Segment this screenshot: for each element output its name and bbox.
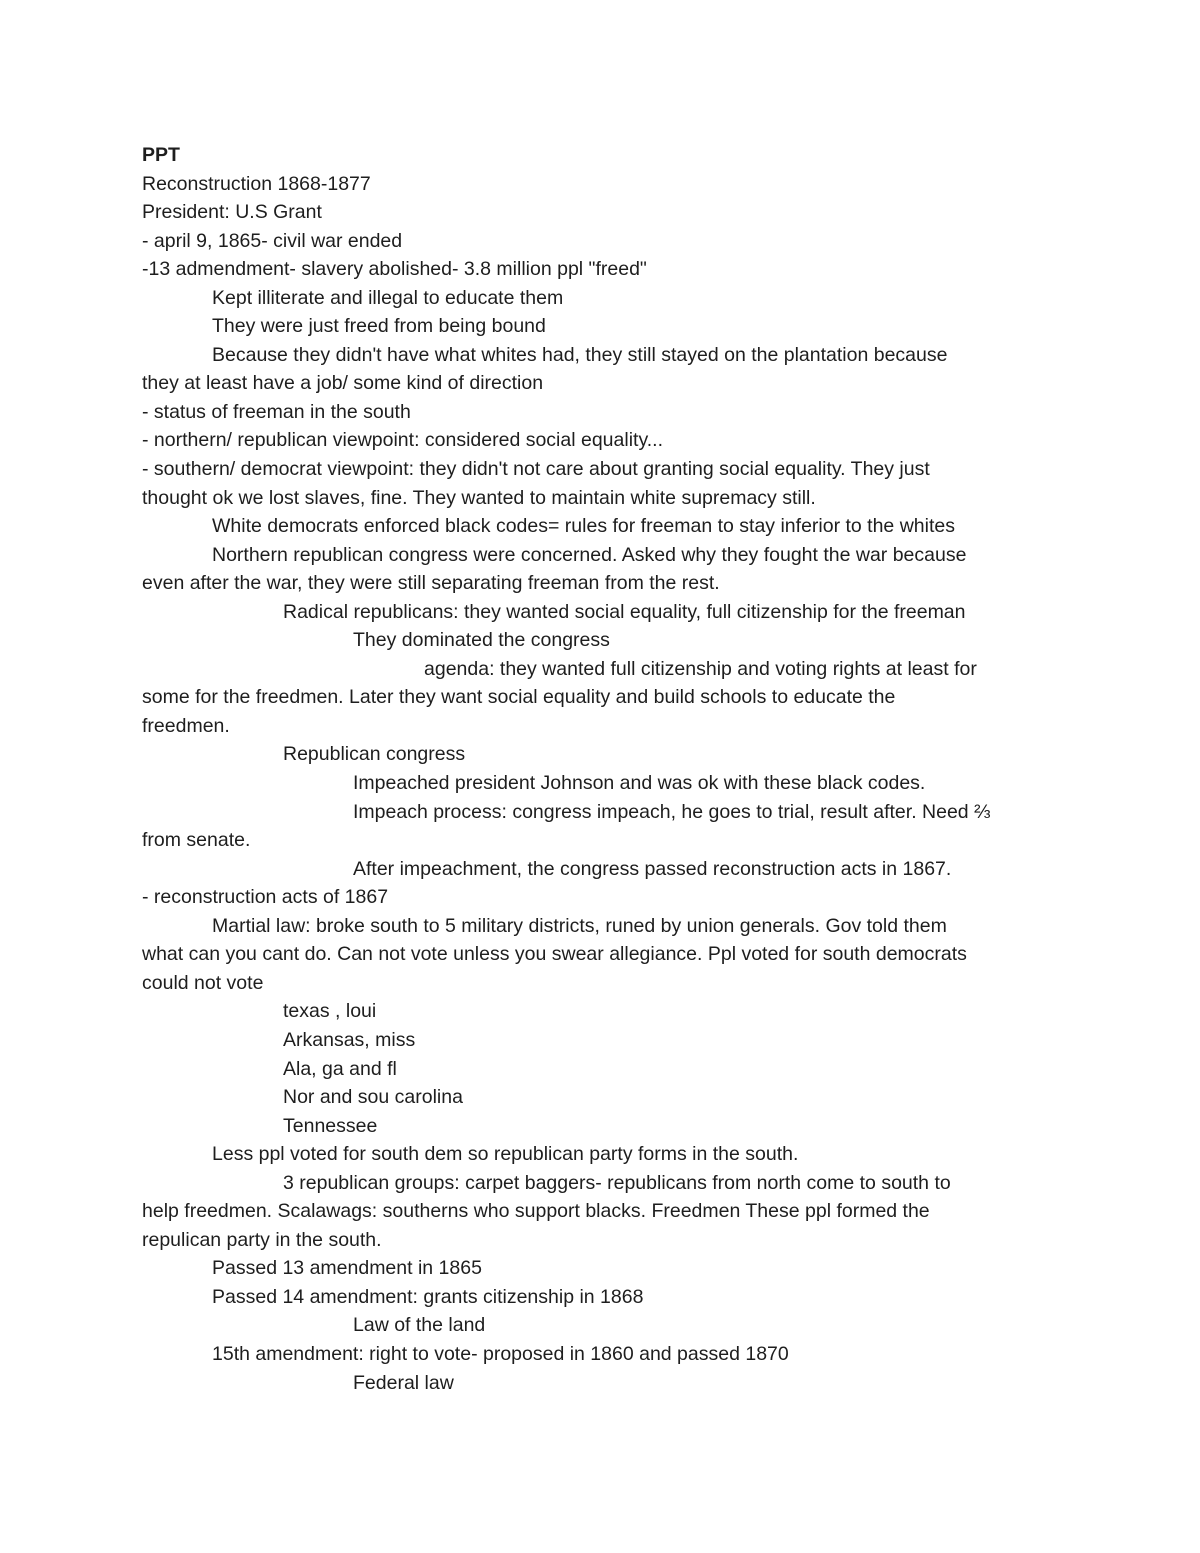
text-line: some for the freedmen. Later they want social equality and build schools to educate the [142, 686, 896, 709]
text-line: they at least have a job/ some kind of direction [142, 372, 544, 395]
text-line: from senate. [142, 829, 251, 852]
text-line: repulican party in the south. [142, 1228, 382, 1251]
text-line: even after the war, they were still separating freeman from the rest. [142, 572, 720, 595]
text-line: They were just freed from being bound [212, 315, 546, 338]
text-line: Arkansas, miss [283, 1028, 416, 1051]
text-line: Martial law: broke south to 5 military districts, runed by union generals. Gov told them [212, 914, 947, 937]
text-line: Passed 14 amendment: grants citizenship in 1868 [212, 1285, 644, 1308]
document-page [142, 141, 1072, 1397]
text-line: Federal law [353, 1371, 454, 1394]
text-line: agenda: they wanted full citizenship and voting rights at least for [424, 657, 977, 680]
text-line: Impeach process: congress impeach, he goes to trial, result after. Need ⅔ [353, 800, 991, 823]
text-line: Because they didn't have what whites had, they still stayed on the plantation because [212, 343, 948, 366]
text-line: - southern/ democrat viewpoint: they didn't not care about granting social equality. They just [142, 458, 930, 481]
text-line: thought ok we lost slaves, fine. They wanted to maintain white supremacy still. [142, 486, 816, 509]
text-line: - april 9, 1865- civil war ended [142, 229, 403, 252]
text-line: texas , loui [283, 1000, 377, 1023]
text-line: Law of the land [353, 1314, 486, 1337]
text-line: Less ppl voted for south dem so republican party forms in the south. [212, 1143, 799, 1166]
text-line: Impeached president Johnson and was ok with these black codes. [353, 772, 926, 795]
text-line: After impeachment, the congress passed reconstruction acts in 1867. [353, 857, 952, 880]
text-line: -13 admendment- slavery abolished- 3.8 million ppl "freed" [142, 258, 647, 281]
text-line: Tennessee [283, 1114, 378, 1137]
text-line: Nor and sou carolina [283, 1086, 463, 1109]
text-line: - status of freeman in the south [142, 400, 411, 423]
text-line: Northern republican congress were concerned. Asked why they fought the war because [212, 543, 967, 566]
text-line: White democrats enforced black codes= rules for freeman to stay inferior to the whites [212, 515, 955, 538]
text-line: They dominated the congress [353, 629, 610, 652]
text-line: 3 republican groups: carpet baggers- republicans from north come to south to [283, 1171, 951, 1194]
text-line: - northern/ republican viewpoint: considered social equality... [142, 429, 664, 452]
text-line: could not vote [142, 971, 264, 994]
text-line: President: U.S Grant [142, 201, 322, 224]
text-line: what can you cant do. Can not vote unless you swear allegiance. Ppl voted for south democrats [142, 943, 967, 966]
text-line: - reconstruction acts of 1867 [142, 886, 389, 909]
text-line: Ala, ga and fl [283, 1057, 397, 1080]
text-line: Republican congress [283, 743, 466, 766]
text-line: Kept illiterate and illegal to educate them [212, 286, 564, 309]
document-title: PPT [142, 144, 180, 166]
text-line: freedmen. [142, 714, 230, 737]
text-line: Radical republicans: they wanted social equality, full citizenship for the freeman [283, 600, 966, 623]
text-line: Reconstruction 1868-1877 [142, 172, 371, 195]
text-line: 15th amendment: right to vote- proposed in 1860 and passed 1870 [212, 1342, 789, 1365]
text-line: Passed 13 amendment in 1865 [212, 1257, 482, 1280]
text-line: help freedmen. Scalawags: southerns who support blacks. Freedmen These ppl formed the [142, 1200, 930, 1223]
